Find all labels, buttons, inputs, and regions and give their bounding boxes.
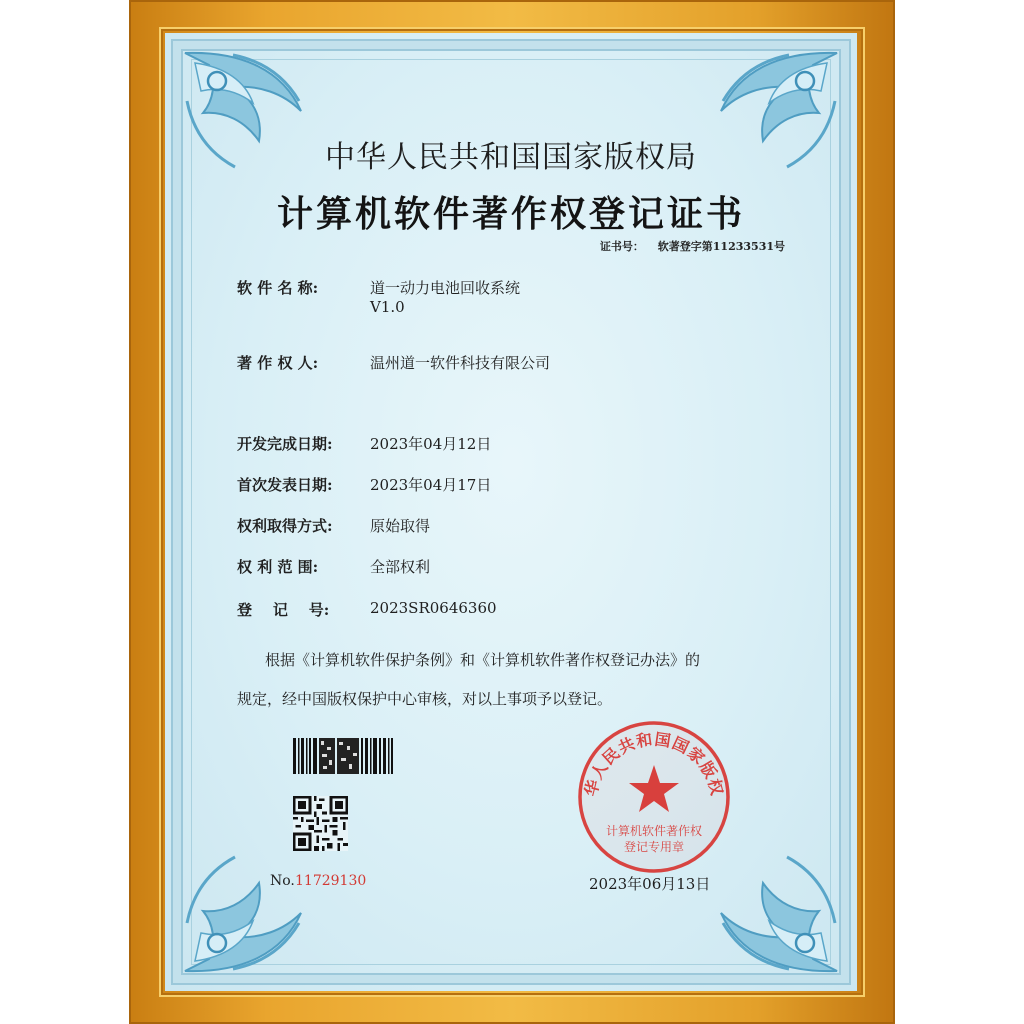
issue-date: 2023年06月13日 (589, 875, 711, 893)
certificate-title: 计算机软件著作权登记证书 (276, 193, 745, 235)
registration-number-label: 登 记 号: (237, 601, 330, 619)
software-name-value: 道一动力电池回收系统 (370, 279, 521, 297)
copyright-holder-value: 温州道一软件科技有限公司 (370, 354, 551, 372)
certificate-paper (165, 33, 857, 991)
seal-line-1: 计算机软件著作权 (605, 824, 703, 838)
statement-line-2: 规定，经中国版权保护中心审核，对以上事项予以登记。 (237, 690, 613, 708)
statement-line-1: 根据《计算机软件保护条例》和《计算机软件著作权登记办法》的 (265, 651, 701, 669)
certificate-number (600, 238, 785, 254)
serial-number-label: No. (270, 873, 295, 889)
certificate-number-value: 软著登字第11233531号 (657, 240, 785, 253)
dev-complete-date-value: 2023年04月12日 (370, 435, 492, 453)
copyright-holder-label: 著 作 权 人: (237, 354, 319, 372)
corner-ornament-bottom-left (173, 843, 313, 983)
rights-scope-label: 权 利 范 围: (237, 558, 319, 576)
qr-code (293, 796, 348, 851)
seal-line-2: 登记专用章 (623, 840, 685, 854)
official-seal (574, 717, 734, 877)
first-publish-date-label: 首次发表日期: (237, 476, 333, 494)
issuing-authority: 中华人民共和国国家版权局 (325, 140, 697, 175)
certificate-number-label: 证书号： (599, 240, 644, 253)
rights-scope-value: 全部权利 (370, 558, 431, 576)
registration-number-value: 2023SR0646360 (370, 599, 497, 617)
dev-complete-date-label: 开发完成日期: (237, 435, 333, 453)
serial-number: 11729130 (295, 873, 367, 889)
seal-ring-text: 华人民共和国国家版权 (581, 729, 727, 799)
rights-method-value: 原始取得 (370, 517, 431, 535)
barcode (293, 738, 393, 774)
first-publish-date-value: 2023年04月17日 (370, 476, 492, 494)
software-version-value: V1.0 (370, 298, 405, 316)
rights-method-label: 权利取得方式: (237, 517, 333, 535)
software-name-label: 软 件 名 称: (237, 279, 319, 297)
